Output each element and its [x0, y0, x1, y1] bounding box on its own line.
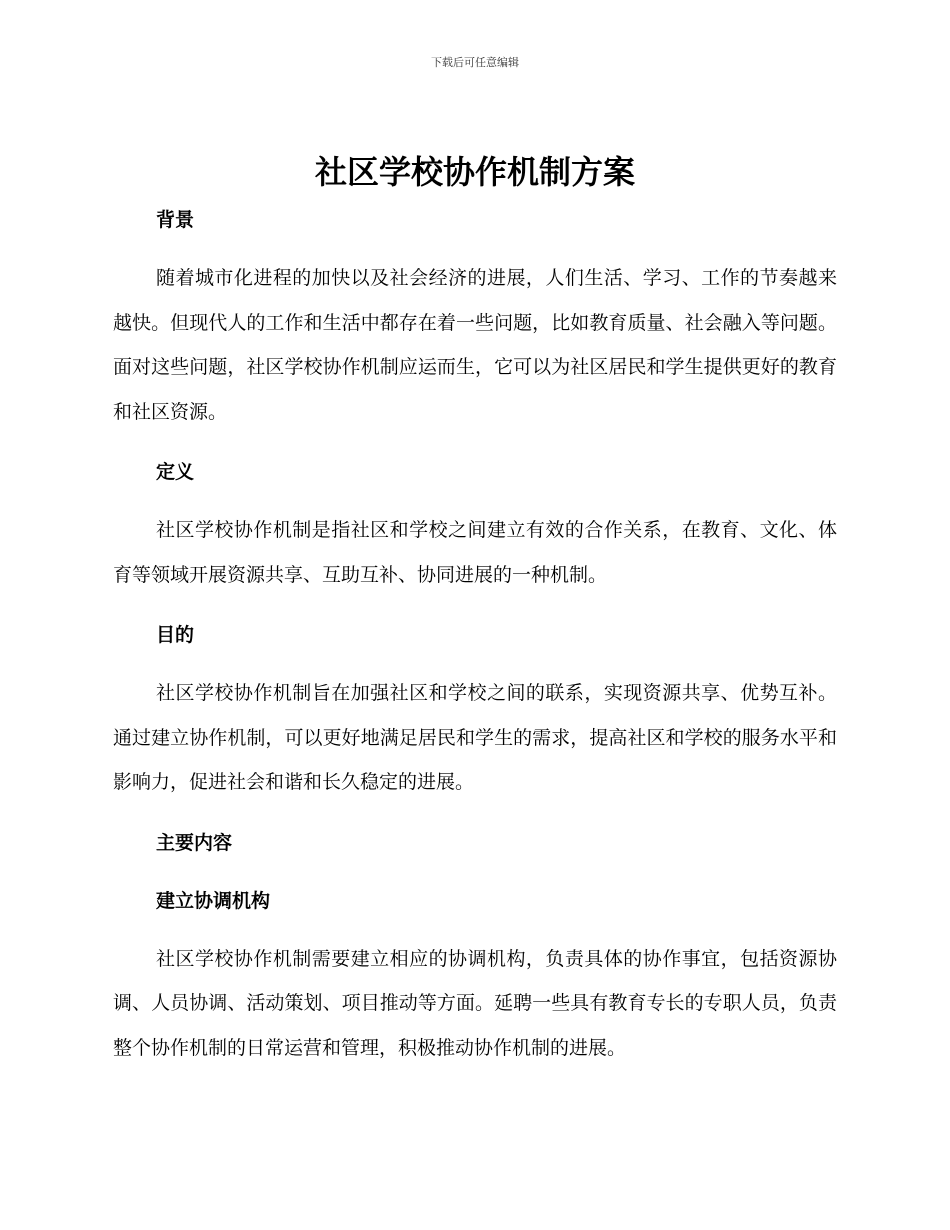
section-text-purpose: 社区学校协作机制旨在加强社区和学校之间的联系，实现资源共享、优势互补。通过建立协作机制，可以更好地满足居民和学生的需求，提高社区和学校的服务水平和影响力，促进社会和谐和长久稳定的进展。 — [113, 682, 837, 793]
document-title: 社区学校协作机制方案 — [314, 153, 635, 191]
section-heading-coordination: 建立协调机构 — [156, 889, 271, 912]
section-heading-main-content: 主要内容 — [156, 831, 233, 854]
section-text-coordination: 社区学校协作机制需要建立相应的协调机构，负责具体的协作事宜，包括资源协调、人员协调、活动策划、项目推动等方面。延聘一些具有教育专长的专职人员，负责整个协作机制的日常运营和管理，积极推动协作机制的进展。 — [113, 947, 837, 1059]
section-text-background: 随着城市化进程的加快以及社会经济的进展，人们生活、学习、工作的节奏越来越快。但现代人的工作和生活中都存在着一些问题，比如教育质量、社会融入等问题。面对这些问题，社区学校协作机制应运而生，它可以为社区居民和学生提供更好的教育和社区资源。 — [113, 267, 837, 423]
section-heading-definition: 定义 — [156, 461, 195, 483]
page-header-note: 下载后可任意编辑 — [431, 56, 519, 69]
section-heading-background: 背景 — [156, 209, 195, 231]
section-heading-purpose: 目的 — [156, 624, 195, 646]
document-body — [113, 198, 837, 1070]
section-text-definition: 社区学校协作机制是指社区和学校之间建立有效的合作关系，在教育、文化、体育等领域开展资源共享、互助互补、协同进展的一种机制。 — [113, 519, 837, 586]
